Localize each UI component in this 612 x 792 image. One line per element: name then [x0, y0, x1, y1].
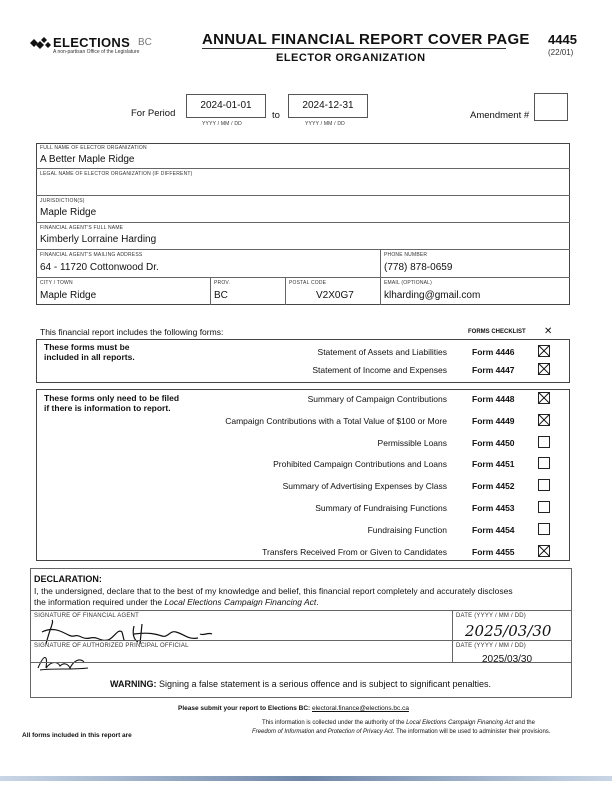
checklist-x-icon: ✕ — [544, 326, 553, 337]
form-item-name: Statement of Income and Expenses — [312, 365, 447, 375]
form-checkbox[interactable] — [538, 523, 550, 535]
page-subtitle: ELECTOR ORGANIZATION — [276, 52, 426, 64]
declaration-text-1: I, the undersigned, declare that to the best of my knowledge and belief, this financial report completely and accurately discloses — [34, 586, 513, 596]
declaration-heading: DECLARATION: — [34, 574, 102, 584]
jurisdiction-field[interactable]: Maple Ridge — [40, 207, 97, 218]
required-forms-label-1: These forms must be — [44, 342, 130, 352]
scan-edge-bar — [0, 776, 612, 781]
province-label: PROV. — [214, 280, 231, 286]
warning-notice: WARNING: Signing a false statement is a serious offence and is subject to significant penalties. — [110, 679, 492, 689]
forms-intro: This financial report includes the following forms: — [40, 327, 224, 337]
form-item-number: Form 4452 — [472, 481, 515, 492]
form-item-name: Permissible Loans — [377, 437, 447, 448]
full-name-label: FULL NAME OF ELECTOR ORGANIZATION — [40, 145, 147, 151]
postal-code-label: POSTAL CODE — [289, 280, 327, 286]
agent-name-field[interactable]: Kimberly Lorraine Harding — [40, 234, 157, 245]
jurisdiction-label: JURISDICTION(S) — [40, 198, 85, 204]
legal-name-label: LEGAL NAME OF ELECTOR ORGANIZATION (IF DIFFERENT) — [40, 171, 193, 177]
amendment-field[interactable] — [534, 93, 568, 121]
address-label: FINANCIAL AGENT'S MAILING ADDRESS — [40, 252, 143, 258]
agent-name-label: FINANCIAL AGENT'S FULL NAME — [40, 225, 124, 231]
period-to-field[interactable]: 2024-12-31 — [288, 94, 368, 118]
period-from-field[interactable]: 2024-01-01 — [186, 94, 266, 118]
city-label: CITY / TOWN — [40, 280, 73, 286]
elections-bc-logo — [30, 35, 180, 57]
form-item-number: Form 4451 — [472, 459, 515, 470]
official-date-field[interactable]: 2025/03/30 — [482, 654, 533, 665]
privacy-line-2: Freedom of Information and Protection of Privacy Act. The information will be used to administer their provisions. — [252, 729, 551, 735]
form-checkbox[interactable] — [538, 345, 550, 357]
form-number: 4445 — [548, 32, 577, 47]
forms-checklist-label: FORMS CHECKLIST — [468, 329, 526, 335]
form-checkbox[interactable] — [538, 501, 550, 513]
optional-forms-label-1: These forms only need to be filed — [44, 393, 180, 403]
agent-date-label: DATE (YYYY / MM / DD) — [456, 613, 526, 619]
form-checkbox[interactable] — [538, 545, 550, 557]
period-to-label: to — [272, 110, 280, 121]
logo-mark-icon — [30, 37, 52, 51]
form-checkbox[interactable] — [538, 363, 550, 375]
official-date-label: DATE (YYYY / MM / DD) — [456, 643, 526, 649]
city-field[interactable]: Maple Ridge — [40, 290, 97, 301]
signature-agent-label: SIGNATURE OF FINANCIAL AGENT — [34, 613, 139, 619]
form-item-name: Fundraising Function — [367, 524, 447, 535]
form-checkbox[interactable] — [538, 392, 550, 404]
full-name-field[interactable]: A Better Maple Ridge — [40, 154, 135, 165]
agent-date-field[interactable]: 2025/03/30 — [465, 622, 552, 640]
form-item-name: Summary of Advertising Expenses by Class — [282, 481, 447, 492]
logo-suffix: BC — [138, 37, 152, 48]
form-item-number: Form 4446 — [472, 347, 515, 357]
form-checkbox[interactable] — [538, 479, 550, 491]
province-field[interactable]: BC — [214, 290, 228, 301]
logo-text: ELECTIONS — [53, 35, 131, 50]
email-field[interactable]: klharding@gmail.com — [384, 290, 481, 301]
form-item-name: Campaign Contributions with a Total Value of $100 or More — [225, 415, 447, 426]
page-title: ANNUAL FINANCIAL REPORT COVER PAGE — [202, 31, 530, 48]
period-to-hint: YYYY / MM / DD — [305, 121, 345, 127]
form-item-name: Statement of Assets and Liabilities — [317, 347, 447, 357]
footer-left-note: All forms included in this report are — [22, 732, 132, 739]
form-item-number: Form 4449 — [472, 415, 515, 426]
phone-field[interactable]: (778) 878-0659 — [384, 262, 453, 273]
privacy-line-1: This information is collected under the authority of the Local Elections Campaign Financing Act and the — [262, 720, 535, 726]
title-divider — [202, 48, 506, 49]
email-label: EMAIL (OPTIONAL) — [384, 280, 433, 286]
optional-forms-label-2: if there is information to report. — [44, 403, 171, 413]
form-item-number: Form 4447 — [472, 365, 515, 375]
submit-instruction: Please submit your report to Elections BC: electoral.finance@elections.bc.ca — [178, 705, 409, 712]
logo-subtitle: A non-partisan Office of the Legislature — [53, 49, 140, 55]
period-from-hint: YYYY / MM / DD — [202, 121, 242, 127]
form-checkbox[interactable] — [538, 457, 550, 469]
form-item-number: Form 4455 — [472, 546, 515, 557]
submit-email-link[interactable]: electoral.finance@elections.bc.ca — [312, 705, 409, 712]
declaration-text-2: the information required under the Local Elections Campaign Financing Act. — [34, 597, 319, 607]
form-item-name: Prohibited Campaign Contributions and Loans — [273, 459, 447, 470]
address-field[interactable]: 64 - 11720 Cottonwood Dr. — [40, 262, 159, 273]
period-label: For Period — [131, 108, 176, 119]
signature-official-label: SIGNATURE OF AUTHORIZED PRINCIPAL OFFICIAL — [34, 643, 189, 649]
form-item-number: Form 4450 — [472, 437, 515, 448]
form-checkbox[interactable] — [538, 414, 550, 426]
required-forms-label-2: included in all reports. — [44, 352, 135, 362]
phone-label: PHONE NUMBER — [384, 252, 428, 258]
form-checkbox[interactable] — [538, 436, 550, 448]
amendment-label: Amendment # — [470, 110, 530, 121]
form-item-number: Form 4454 — [472, 524, 515, 535]
form-item-name: Summary of Campaign Contributions — [307, 394, 447, 404]
form-version: (22/01) — [548, 48, 574, 57]
form-item-name: Transfers Received From or Given to Candidates — [262, 546, 447, 557]
postal-code-field[interactable]: V2X0G7 — [316, 290, 354, 301]
form-item-name: Summary of Fundraising Functions — [315, 503, 447, 513]
form-item-number: Form 4453 — [472, 503, 515, 513]
form-item-number: Form 4448 — [472, 394, 515, 404]
optional-forms-section — [36, 389, 570, 561]
